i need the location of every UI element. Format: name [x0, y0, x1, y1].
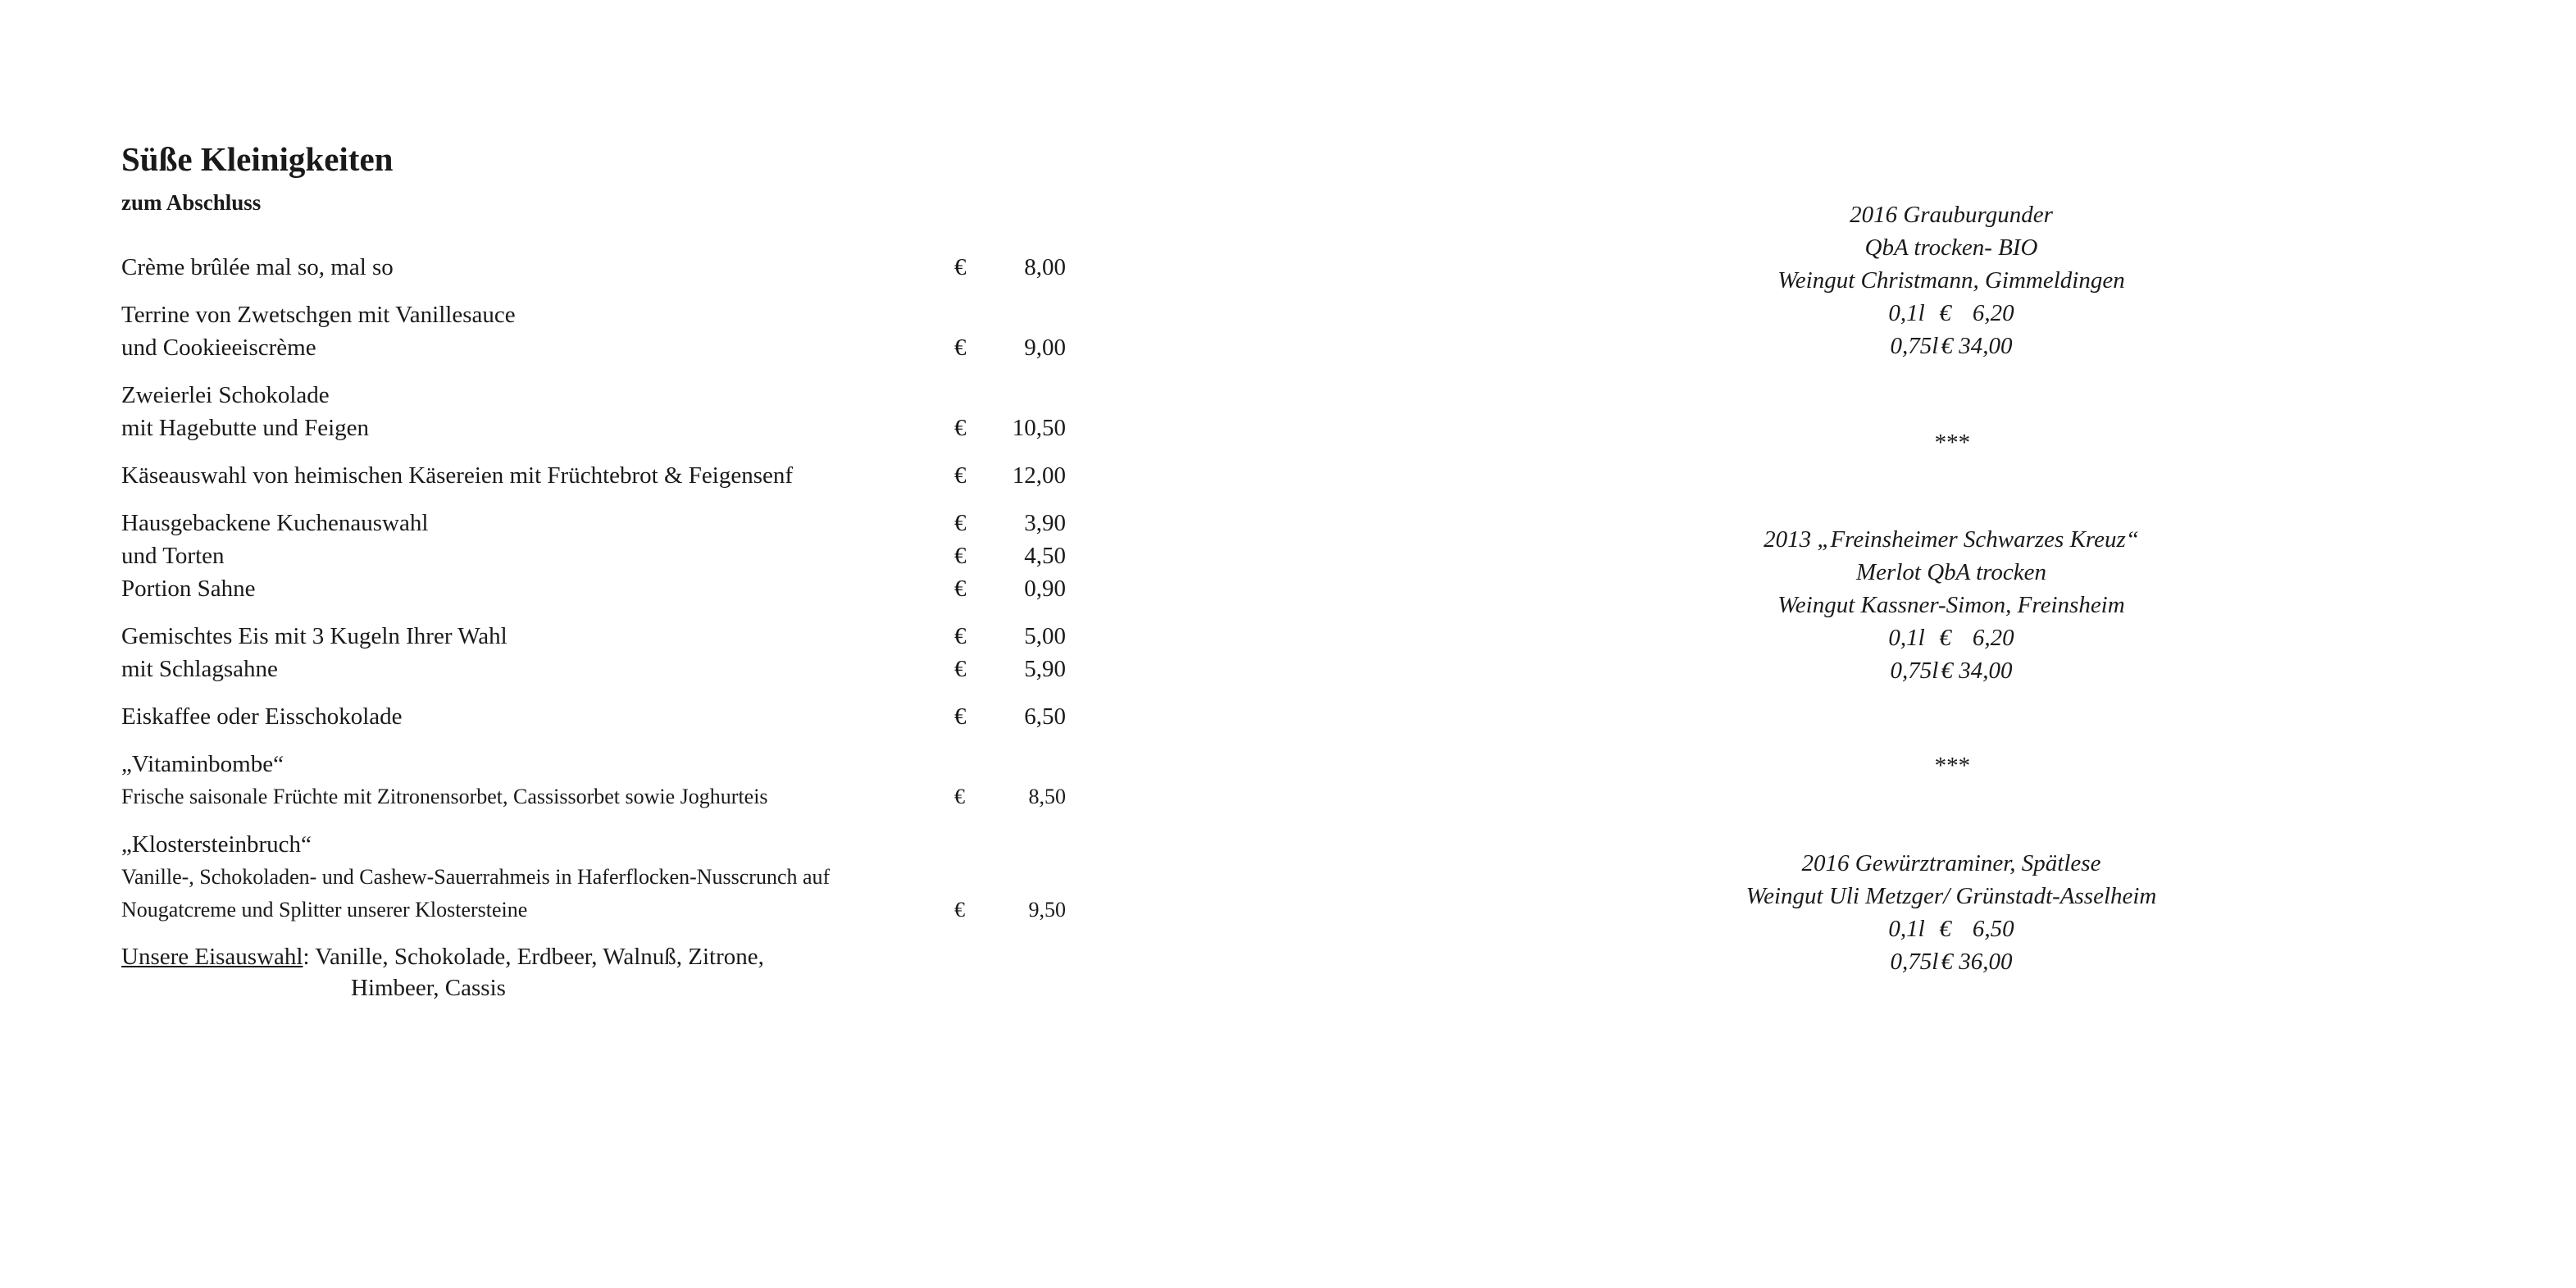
wine-name: 2016 Grauburgunder	[1850, 202, 2053, 228]
item-price: 6,50	[1024, 703, 1066, 730]
menu-item-kuchen	[121, 507, 1064, 605]
ice-selection-flavors-cont: Himbeer, Cassis	[351, 975, 506, 1001]
item-text: Gemischtes Eis mit 3 Kugeln Ihrer Wahl	[121, 623, 507, 649]
currency-symbol: €	[954, 656, 967, 682]
wine-price: 6,50	[1972, 916, 2014, 942]
wine-volume: 0,1l	[1888, 625, 1925, 651]
item-text: „Klostersteinbruch“	[121, 831, 312, 858]
menu-line	[121, 331, 1064, 364]
menu-line	[121, 748, 1064, 781]
wine-price-row	[1623, 654, 2279, 687]
menu-item-schokolade	[121, 379, 1064, 444]
item-text: mit Hagebutte und Feigen	[121, 415, 370, 441]
wine-volume: 0,1l	[1888, 916, 1925, 942]
currency-symbol: €	[954, 898, 965, 922]
menu-line	[121, 828, 1064, 861]
menu-line	[121, 459, 1064, 492]
item-text: Hausgebackene Kuchenauswahl	[121, 510, 429, 536]
menu-line	[121, 572, 1064, 605]
wine-price: 34,00	[1959, 658, 2013, 684]
wine-producer: Weingut Uli Metzger/ Grünstadt-Asselheim	[1745, 883, 2157, 909]
item-price: 9,50	[1028, 898, 1066, 922]
currency-symbol: €	[954, 543, 967, 569]
wine-name: 2013 „Freinsheimer Schwarzes Kreuz“	[1764, 526, 2139, 553]
menu-line	[121, 653, 1064, 685]
item-price: 10,50	[1012, 415, 1066, 441]
menu-item-kaese	[121, 459, 1064, 492]
wine-volume: 0,75l	[1890, 333, 1939, 359]
wine-producer: Weingut Christmann, Gimmeldingen	[1777, 267, 2125, 294]
menu-line	[121, 298, 1064, 331]
menu-line	[121, 539, 1064, 572]
item-price: 12,00	[1012, 462, 1066, 489]
menu-line	[121, 412, 1064, 444]
wine-entry-gewuerztraminer	[1623, 847, 2279, 978]
currency-symbol: €	[1941, 658, 1953, 684]
ice-selection-line	[121, 941, 1064, 972]
menu-item-creme-brulee	[121, 251, 1064, 284]
wine-name: 2016 Gewürztraminer, Spätlese	[1801, 850, 2101, 876]
wine-price: 6,20	[1972, 300, 2014, 326]
currency-symbol: €	[954, 510, 967, 536]
item-text: Crème brûlée mal so, mal so	[121, 254, 394, 280]
menu-line	[121, 700, 1064, 733]
wine-price: 36,00	[1959, 949, 2013, 975]
menu-line	[121, 861, 1064, 894]
item-text: Käseauswahl von heimischen Käsereien mit Früchtebrot & Feigensenf	[121, 462, 794, 489]
menu-item-eis	[121, 620, 1064, 685]
menu-line	[121, 620, 1064, 653]
item-text: Frische saisonale Früchte mit Zitronensorbet, Cassissorbet sowie Joghurteis	[121, 785, 768, 808]
item-text: und Torten	[121, 543, 225, 569]
item-price: 9,00	[1024, 335, 1066, 361]
currency-symbol: €	[954, 254, 967, 280]
menu-line	[121, 379, 1064, 412]
menu-line	[121, 507, 1064, 539]
item-price: 5,90	[1024, 656, 1066, 682]
ice-selection-flavors: : Vanille, Schokolade, Erdbeer, Walnuß, Zitrone,	[303, 944, 764, 970]
item-text: und Cookieeiscrème	[121, 335, 316, 361]
currency-symbol: €	[954, 785, 965, 808]
menu-line	[121, 251, 1064, 284]
wine-price-row	[1623, 945, 2279, 978]
wine-quality: QbA trocken- BIO	[1864, 234, 2038, 261]
item-text: Vanille-, Schokoladen- und Cashew-Sauerrahmeis in Haferflocken-Nusscrunch auf	[121, 865, 831, 889]
wine-entry-merlot	[1623, 523, 2279, 687]
currency-symbol: €	[1939, 300, 1951, 326]
item-price: 8,50	[1028, 785, 1066, 808]
wine-separator: ***	[1933, 753, 1969, 779]
wine-volume: 0,1l	[1888, 300, 1925, 326]
wine-price: 6,20	[1972, 625, 2014, 651]
menu-item-terrine	[121, 298, 1064, 364]
item-text: Terrine von Zwetschgen mit Vanillesauce	[121, 302, 516, 328]
currency-symbol: €	[954, 335, 967, 361]
item-text: „Vitaminbombe“	[121, 751, 284, 777]
wine-price-row	[1623, 297, 2279, 330]
wine-producer: Weingut Kassner-Simon, Freinsheim	[1777, 592, 2125, 618]
wine-volume: 0,75l	[1890, 658, 1939, 684]
item-text: Portion Sahne	[121, 576, 256, 602]
menu-title: Süße Kleinigkeiten	[121, 140, 394, 178]
item-text: Eiskaffee oder Eisschokolade	[121, 703, 403, 730]
currency-symbol: €	[954, 415, 967, 441]
wine-price-row	[1623, 913, 2279, 945]
currency-symbol: €	[1939, 916, 1951, 942]
item-text: Zweierlei Schokolade	[121, 382, 330, 408]
currency-symbol: €	[954, 703, 967, 730]
menu-item-eiskaffee	[121, 700, 1064, 733]
item-text: Nougatcreme und Splitter unserer Klostersteine	[121, 898, 528, 922]
wine-price-row	[1623, 621, 2279, 654]
wine-price-row	[1623, 330, 2279, 362]
menu-line	[121, 781, 1064, 813]
ice-selection-label: Unsere Eisauswahl	[121, 944, 303, 970]
wine-quality: Merlot QbA trocken	[1856, 559, 2046, 585]
item-text: mit Schlagsahne	[121, 656, 278, 682]
menu-items	[121, 251, 1064, 926]
item-price: 3,90	[1024, 510, 1066, 536]
item-price: 8,00	[1024, 254, 1066, 280]
currency-symbol: €	[1941, 949, 1953, 975]
wine-entry-grauburgunder	[1623, 198, 2279, 362]
wine-price: 34,00	[1959, 333, 2013, 359]
menu-item-klostersteinbruch	[121, 828, 1064, 926]
item-price: 4,50	[1024, 543, 1066, 569]
currency-symbol: €	[954, 623, 967, 649]
dessert-menu	[121, 138, 1064, 1004]
currency-symbol: €	[954, 576, 967, 602]
currency-symbol: €	[1941, 333, 1953, 359]
menu-subtitle: zum Abschluss	[121, 190, 262, 215]
wine-volume: 0,75l	[1890, 949, 1939, 975]
currency-symbol: €	[1939, 625, 1951, 651]
ice-selection	[121, 941, 1064, 1004]
currency-symbol: €	[954, 462, 967, 489]
menu-line	[121, 894, 1064, 926]
wine-separator: ***	[1933, 430, 1969, 456]
item-price: 0,90	[1024, 576, 1066, 602]
item-price: 5,00	[1024, 623, 1066, 649]
menu-item-vitaminbombe	[121, 748, 1064, 813]
